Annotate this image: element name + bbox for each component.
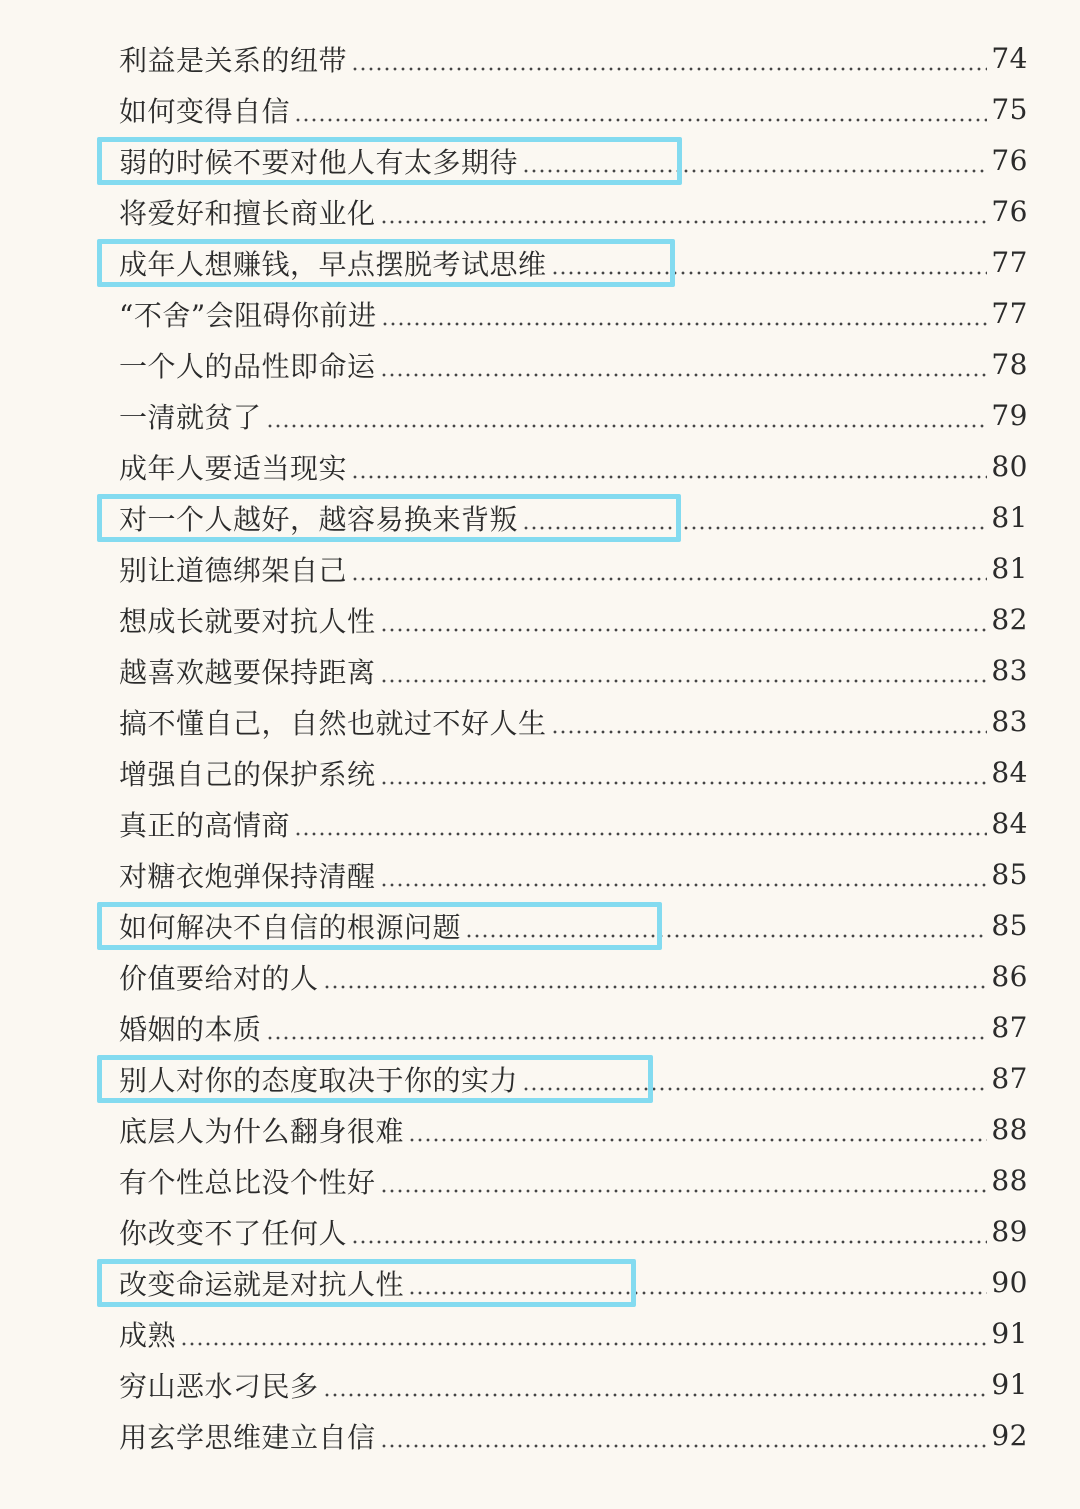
- toc-entry-page-number: 84: [991, 756, 1028, 789]
- toc-entry-title: 成年人要适当现实: [119, 451, 348, 485]
- toc-entry-title: 将爱好和擅长商业化: [119, 196, 376, 230]
- toc-entry[interactable]: [0, 798, 1080, 849]
- toc-entry[interactable]: [0, 543, 1080, 594]
- toc-entry[interactable]: [0, 33, 1080, 84]
- dot-leader: [522, 147, 987, 175]
- toc-entry-page-number: 80: [991, 450, 1028, 483]
- dot-leader: [465, 912, 987, 940]
- toc-entry-title: 别人对你的态度取决于你的实力: [119, 1063, 519, 1097]
- toc-entry[interactable]: [0, 747, 1080, 798]
- toc-entry-page-number: 91: [991, 1368, 1028, 1401]
- toc-entry-page-number: 83: [991, 654, 1028, 687]
- toc-entry-title: 婚姻的本质: [119, 1012, 262, 1046]
- toc-entry-title: 利益是关系的纽带: [119, 43, 348, 77]
- dot-leader: [351, 1218, 987, 1246]
- dot-leader: [380, 759, 988, 787]
- toc-entry[interactable]: [0, 237, 1080, 288]
- toc-entry[interactable]: [0, 441, 1080, 492]
- dot-leader: [380, 1167, 988, 1195]
- toc-entry-title: 成熟: [119, 1318, 177, 1352]
- toc-entry-page-number: 84: [991, 807, 1028, 840]
- dot-leader: [380, 606, 988, 634]
- toc-entry-title: 对糖衣炮弹保持清醒: [119, 859, 376, 893]
- toc-entry-title: 增强自己的保护系统: [119, 757, 376, 791]
- dot-leader: [351, 453, 987, 481]
- toc-entry[interactable]: [0, 1359, 1080, 1410]
- dot-leader: [381, 300, 988, 328]
- toc-entry[interactable]: [0, 900, 1080, 951]
- dot-leader: [551, 249, 988, 277]
- toc-entry[interactable]: [0, 849, 1080, 900]
- toc-entry-title: 越喜欢越要保持距离: [119, 655, 376, 689]
- dot-leader: [522, 504, 987, 532]
- toc-entry-title: 想成长就要对抗人性: [119, 604, 376, 638]
- toc-entry-title: 搞不懂自己，自然也就过不好人生: [119, 706, 547, 740]
- toc-entry[interactable]: [0, 951, 1080, 1002]
- toc-entry-title: 你改变不了任何人: [119, 1216, 348, 1250]
- toc-entry-title: 改变命运就是对抗人性: [119, 1267, 405, 1301]
- toc-entry-page-number: 81: [991, 501, 1028, 534]
- toc-entry-title: 一个人的品性即命运: [119, 349, 376, 383]
- toc-entry[interactable]: [0, 1155, 1080, 1206]
- dot-leader: [180, 1320, 987, 1348]
- dot-leader: [380, 657, 988, 685]
- toc-entry-title: 弱的时候不要对他人有太多期待: [119, 145, 519, 179]
- dot-leader: [551, 708, 988, 736]
- toc-entry-page-number: 83: [991, 705, 1028, 738]
- toc-entry-title: 有个性总比没个性好: [119, 1165, 376, 1199]
- dot-leader: [323, 963, 988, 991]
- dot-leader: [351, 45, 987, 73]
- toc-entry-page-number: 77: [991, 246, 1028, 279]
- toc-entry[interactable]: [0, 696, 1080, 747]
- dot-leader: [408, 1269, 987, 1297]
- toc-entry-title: “不舍”会阻碍你前进: [119, 298, 377, 332]
- toc-entry-page-number: 77: [991, 297, 1028, 330]
- toc-entry-title: 别让道德绑架自己: [119, 553, 348, 587]
- table-of-contents: [0, 33, 1080, 1461]
- toc-entry-title: 穷山恶水刁民多: [119, 1369, 319, 1403]
- dot-leader: [380, 861, 988, 889]
- toc-entry[interactable]: [0, 645, 1080, 696]
- toc-entry-title: 真正的高情商: [119, 808, 291, 842]
- toc-entry-title: 如何解决不自信的根源问题: [119, 910, 462, 944]
- toc-entry[interactable]: [0, 594, 1080, 645]
- toc-entry[interactable]: [0, 1053, 1080, 1104]
- dot-leader: [266, 1014, 988, 1042]
- toc-entry-page-number: 76: [991, 144, 1028, 177]
- toc-entry-page-number: 92: [991, 1419, 1028, 1452]
- toc-entry[interactable]: [0, 135, 1080, 186]
- toc-entry[interactable]: [0, 186, 1080, 237]
- toc-entry[interactable]: [0, 288, 1080, 339]
- toc-entry-page-number: 85: [991, 909, 1028, 942]
- dot-leader: [380, 351, 988, 379]
- toc-entry-page-number: 75: [991, 93, 1028, 126]
- toc-entry[interactable]: [0, 84, 1080, 135]
- toc-entry-page-number: 81: [991, 552, 1028, 585]
- toc-entry-title: 底层人为什么翻身很难: [119, 1114, 405, 1148]
- toc-entry-page-number: 78: [991, 348, 1028, 381]
- dot-leader: [408, 1116, 987, 1144]
- dot-leader: [380, 198, 988, 226]
- toc-entry-page-number: 86: [991, 960, 1028, 993]
- dot-leader: [323, 1371, 988, 1399]
- toc-entry[interactable]: [0, 1206, 1080, 1257]
- toc-entry[interactable]: [0, 1308, 1080, 1359]
- toc-entry[interactable]: [0, 1410, 1080, 1461]
- toc-entry-page-number: 76: [991, 195, 1028, 228]
- toc-entry-page-number: 90: [991, 1266, 1028, 1299]
- toc-entry-page-number: 79: [991, 399, 1028, 432]
- toc-entry[interactable]: [0, 1257, 1080, 1308]
- toc-entry-title: 用玄学思维建立自信: [119, 1420, 376, 1454]
- toc-entry-title: 价值要给对的人: [119, 961, 319, 995]
- dot-leader: [351, 555, 987, 583]
- toc-entry[interactable]: [0, 1104, 1080, 1155]
- toc-entry-page-number: 88: [991, 1113, 1028, 1146]
- toc-entry-page-number: 87: [991, 1011, 1028, 1044]
- toc-entry-title: 对一个人越好，越容易换来背叛: [119, 502, 519, 536]
- toc-entry[interactable]: [0, 1002, 1080, 1053]
- dot-leader: [294, 810, 987, 838]
- dot-leader: [266, 402, 988, 430]
- dot-leader: [380, 1422, 988, 1450]
- toc-entry-title: 成年人想赚钱，早点摆脱考试思维: [119, 247, 547, 281]
- toc-entry-page-number: 82: [991, 603, 1028, 636]
- toc-entry-title: 一清就贫了: [119, 400, 262, 434]
- toc-entry[interactable]: [0, 390, 1080, 441]
- toc-entry-page-number: 91: [991, 1317, 1028, 1350]
- dot-leader: [522, 1065, 987, 1093]
- toc-entry-page-number: 87: [991, 1062, 1028, 1095]
- toc-entry-page-number: 85: [991, 858, 1028, 891]
- toc-entry[interactable]: [0, 492, 1080, 543]
- toc-entry[interactable]: [0, 339, 1080, 390]
- toc-entry-page-number: 89: [991, 1215, 1028, 1248]
- toc-entry-page-number: 88: [991, 1164, 1028, 1197]
- dot-leader: [294, 96, 987, 124]
- toc-entry-title: 如何变得自信: [119, 94, 291, 128]
- toc-entry-page-number: 74: [991, 42, 1028, 75]
